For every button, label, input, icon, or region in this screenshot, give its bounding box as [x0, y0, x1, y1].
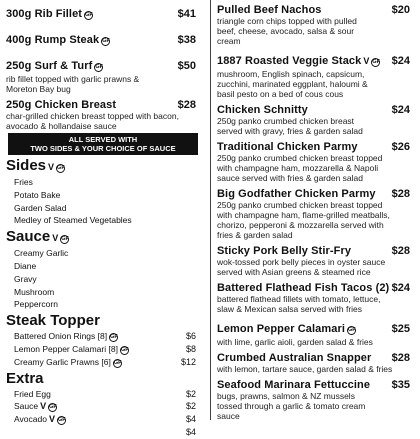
list-item: Garden Salad — [14, 202, 67, 213]
list-item: Diane — [14, 260, 37, 271]
menu-item — [217, 282, 420, 314]
item-name: 250g Surf & Turf — [6, 60, 93, 72]
vegan-icon: V — [40, 401, 47, 412]
menu-item — [217, 104, 420, 136]
list-item — [6, 413, 206, 426]
menu-item — [217, 319, 420, 347]
item-description: mushroom, English spinach, capsicum, zucchini, marinated eggplant, haloumi & basil pesto on a bed of cous cous — [217, 69, 368, 99]
item-price: $28 — [177, 99, 196, 111]
item-description: triangle corn chips topped with pulled beef, cheese, avocado, salsa & sour cream — [217, 16, 357, 46]
menu-item — [217, 51, 420, 99]
vegan-icon: V — [363, 56, 370, 66]
item-price: $26 — [391, 141, 410, 153]
gluten-free-icon: GF — [348, 327, 356, 333]
gluten-free-icon: GF — [102, 38, 110, 44]
item-description: 250g panko crumbed chicken breast topped with champagne ham, flame-grilled meatballs, chorizo, pepperoni & mozzarella served with fries & garden salad — [217, 200, 390, 240]
extra-section — [6, 370, 206, 439]
item-description: with lime, garlic aioli, garden salad & fries — [217, 337, 373, 347]
list-item — [6, 356, 206, 369]
menu-item — [6, 99, 206, 131]
item-price: $35 — [391, 379, 410, 391]
vegan-icon: V — [48, 162, 55, 172]
item-price: $24 — [391, 55, 410, 67]
sides-section — [6, 157, 206, 227]
gluten-free-icon: GF — [113, 359, 122, 366]
item-price: $28 — [391, 245, 410, 257]
menu-item — [217, 141, 420, 183]
item-name: Pulled Beef Nachos — [217, 4, 322, 16]
item-price: $41 — [177, 8, 196, 20]
item-name: Crumbed Australian Snapper — [217, 352, 372, 364]
item-name: Big Godfather Chicken Parmy — [217, 188, 376, 200]
list-item — [6, 426, 206, 439]
item-name: 1887 Roasted Veggie Stack — [217, 55, 362, 67]
item-name: Battered Onion Rings [8] — [14, 331, 108, 342]
list-item: Creamy Garlic — [14, 248, 69, 259]
served-line-1: ALL SERVED WITH — [68, 135, 138, 144]
menu-item — [217, 379, 420, 421]
served-with-banner — [8, 133, 198, 155]
menu-item — [217, 188, 420, 240]
item-name: Creamy Garlic Prawns [6] — [14, 356, 111, 367]
list-item — [6, 343, 206, 356]
item-price: $28 — [391, 188, 410, 200]
topper-section — [6, 312, 206, 368]
section-title: Sauce — [6, 228, 51, 246]
item-description: rib fillet topped with garlic prawns & Moreton Bay bug — [6, 74, 140, 94]
item-price: $25 — [391, 323, 410, 335]
section-title: Sides — [6, 157, 47, 174]
menu-item — [6, 56, 206, 94]
item-name: Avocado — [14, 414, 47, 425]
section-title: Extra — [6, 369, 44, 387]
list-item — [6, 330, 206, 343]
gluten-free-icon: GF — [120, 346, 129, 353]
vegan-icon: V — [52, 233, 59, 244]
gluten-free-icon: GF — [61, 236, 69, 243]
gluten-free-icon: GF — [95, 64, 103, 70]
item-name: Chicken Schnitty — [217, 104, 308, 116]
item-description: char-grilled chicken breast topped with bacon, avocado & hollandaise sauce — [6, 111, 179, 131]
list-item: Potato Bake — [14, 189, 61, 200]
item-price: $38 — [177, 34, 196, 46]
item-description: battered flathead fillets with tomato, lettuce, slaw & Mexican salsa served with fries — [217, 294, 381, 314]
list-item: Fries — [14, 177, 33, 187]
served-line-2: TWO SIDES & YOUR CHOICE OF SAUCE — [30, 144, 176, 153]
item-price: $2 — [185, 401, 196, 412]
list-item: Mushroom — [14, 286, 55, 297]
item-price: $6 — [185, 331, 196, 342]
right-column — [210, 0, 420, 420]
item-name: 300g Rib Fillet — [6, 8, 83, 20]
menu-item — [217, 245, 420, 277]
left-column — [0, 0, 206, 437]
item-name: Sticky Pork Belly Stir-Fry — [217, 245, 352, 257]
item-description: wok-tossed pork belly pieces in oyster sauce served with Asian greens & steamed rice — [217, 257, 386, 277]
item-description: 250g panko crumbed chicken breast served with gravy, fries & garden salad — [217, 116, 363, 136]
item-price: $8 — [185, 343, 196, 354]
item-price: $12 — [180, 356, 196, 367]
list-item: Gravy — [14, 273, 37, 284]
menu-item — [217, 4, 420, 46]
menu-item — [6, 30, 206, 48]
gluten-free-icon: GF — [110, 334, 118, 341]
item-price: $50 — [177, 60, 196, 72]
item-price: $24 — [391, 104, 410, 116]
item-name: Lemon Pepper Calamari [8] — [14, 343, 118, 354]
item-name: Lemon Pepper Calamari — [217, 323, 346, 335]
item-price: $2 — [185, 388, 196, 399]
item-price: $4 — [185, 414, 196, 425]
item-price: $20 — [391, 4, 410, 16]
gluten-free-icon: GF — [57, 165, 65, 171]
item-name: Seafood Marinara Fettuccine — [217, 379, 371, 391]
item-price: $24 — [391, 282, 410, 294]
sauce-section — [6, 228, 206, 311]
item-name: 400g Rump Steak — [6, 34, 100, 46]
item-name: Traditional Chicken Parmy — [217, 141, 358, 153]
gluten-free-icon: GF — [85, 12, 93, 18]
section-title: Steak Topper — [6, 312, 100, 330]
item-price: $4 — [185, 426, 196, 437]
list-item — [6, 388, 206, 401]
list-item: Medley of Steamed Vegetables — [14, 215, 132, 226]
menu-item — [217, 352, 420, 374]
item-price: $28 — [391, 352, 410, 364]
list-item: Peppercorn — [14, 299, 58, 310]
vegan-icon: V — [48, 414, 55, 425]
menu-item — [6, 4, 206, 22]
item-name: Fried Egg — [14, 388, 51, 399]
item-description: bugs, prawns, salmon & NZ mussels tossed through a garlic & tomato cream sauce — [217, 391, 366, 421]
item-name: Sauce — [14, 401, 39, 412]
gluten-free-icon: GF — [57, 417, 66, 424]
gluten-free-icon: GF — [372, 59, 381, 65]
item-name: 250g Chicken Breast — [6, 99, 117, 111]
list-item — [6, 400, 206, 413]
item-name: Battered Flathead Fish Tacos (2) — [217, 282, 390, 294]
item-description: 250g panko crumbed chicken breast topped with champagne ham, mozzarella & Napoli sauce served with fries & garden salad — [217, 153, 383, 183]
gluten-free-icon: GF — [49, 404, 57, 411]
item-description: with lemon, tartare sauce, garden salad & fries — [217, 364, 393, 374]
